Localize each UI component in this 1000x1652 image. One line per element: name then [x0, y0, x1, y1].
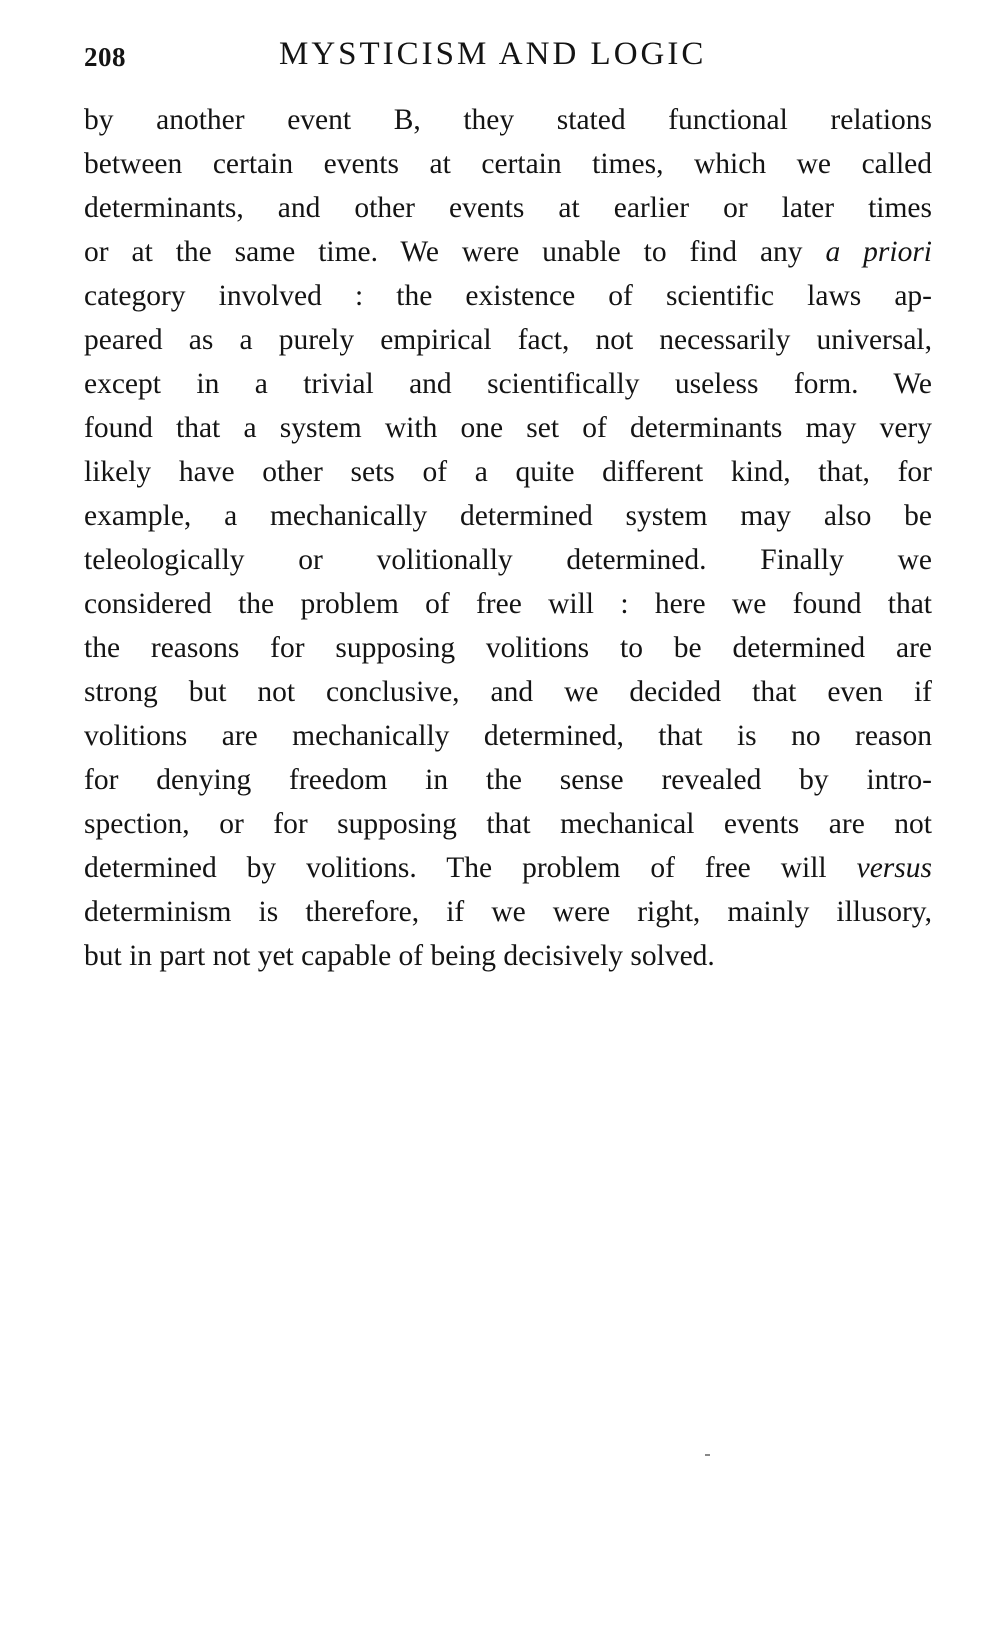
text-fragment: or at the same time. We were unable to find any	[84, 236, 803, 268]
text-line: category involved : the existence of scientific laws ap-	[84, 280, 932, 312]
text-line: determinism is therefore, if we were right, mainly illusory,	[84, 896, 932, 928]
text-fragment: determined by volitions. The problem of free will	[84, 852, 827, 884]
text-line: teleologically or volitionally determined. Finally we	[84, 544, 932, 576]
italic-phrase: a priori	[825, 236, 933, 268]
text-line: but in part not yet capable of being decisively solved.	[84, 940, 715, 972]
text-line: peared as a purely empirical fact, not necessarily universal,	[84, 324, 932, 356]
text-line: the reasons for supposing volitions to be determined are	[84, 632, 932, 664]
print-speck	[705, 1454, 710, 1456]
text-line: strong but not conclusive, and we decided that even if	[84, 676, 932, 708]
italic-word: versus	[856, 852, 932, 884]
text-line: between certain events at certain times, which we called	[84, 148, 932, 180]
text-line: for denying freedom in the sense revealed by intro-	[84, 764, 932, 796]
text-line: found that a system with one set of determinants may very	[84, 412, 932, 444]
page-number: 208	[84, 42, 126, 72]
text-line: by another event B, they stated functional relations	[84, 104, 932, 136]
text-line: volitions are mechanically determined, that is no reason	[84, 720, 932, 752]
text-line: except in a trivial and scientifically useless form. We	[84, 368, 932, 400]
text-line: likely have other sets of a quite different kind, that, for	[84, 456, 932, 488]
running-head	[84, 36, 932, 78]
text-line	[84, 846, 932, 890]
body-text	[84, 98, 932, 978]
text-line	[84, 230, 932, 274]
running-title: MYSTICISM AND LOGIC	[279, 36, 707, 72]
text-line: considered the problem of free will : here we found that	[84, 588, 932, 620]
text-line: example, a mechanically determined system may also be	[84, 500, 932, 532]
text-line: spection, or for supposing that mechanical events are not	[84, 808, 932, 840]
text-line: determinants, and other events at earlier or later times	[84, 192, 932, 224]
